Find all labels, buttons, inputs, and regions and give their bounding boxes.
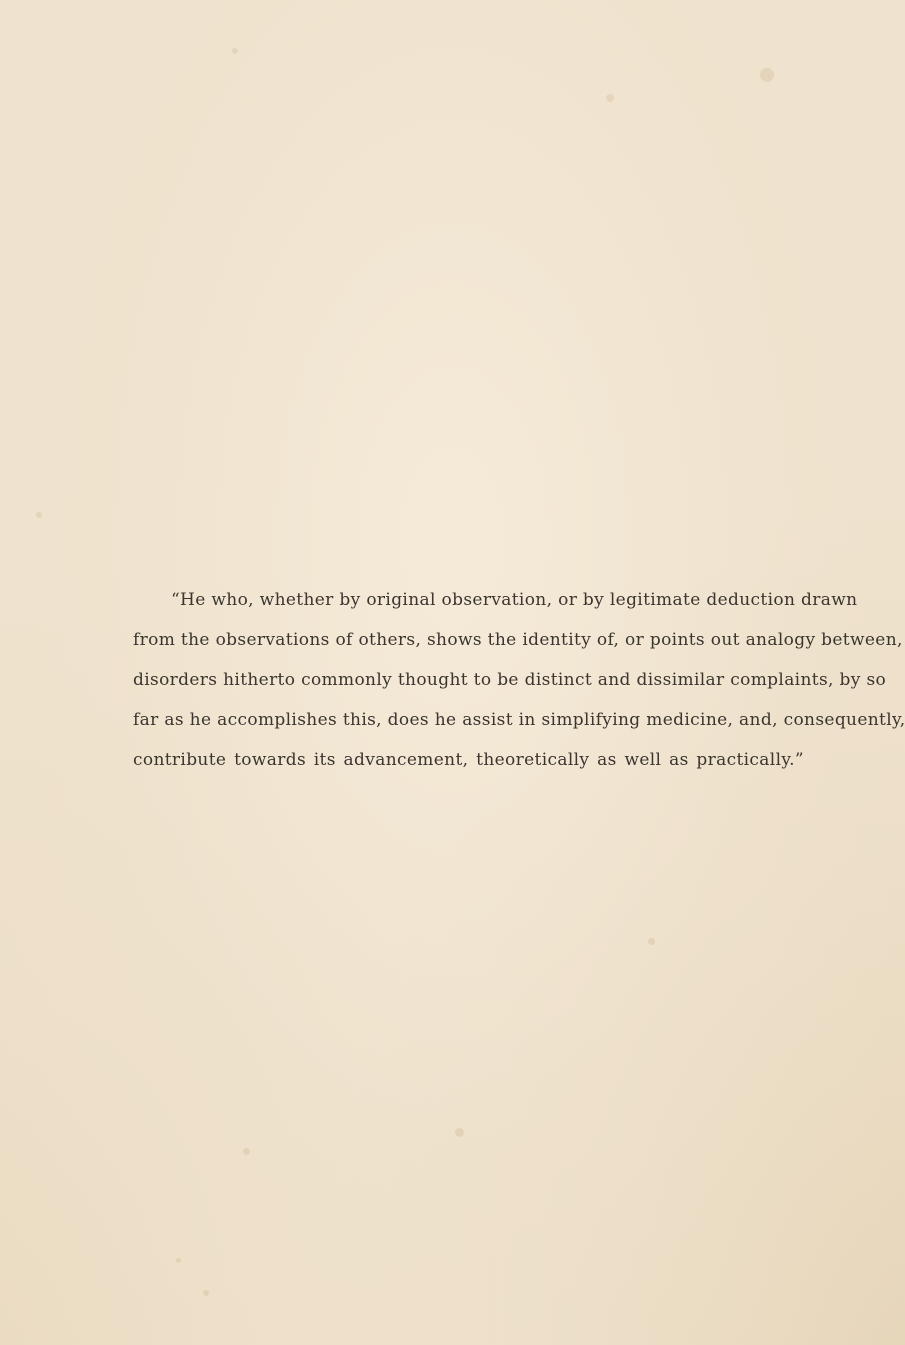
paper-stain — [176, 1258, 181, 1263]
paper-stain — [203, 1290, 209, 1296]
paper-stain — [243, 1148, 250, 1155]
quote-line: contribute towards its advancement, theoretically as well as practically.” — [133, 750, 804, 770]
quotation-paragraph — [133, 580, 905, 780]
quote-line: from the observations of others, shows the identity of, or points out analogy between, — [133, 630, 903, 650]
paper-stain — [232, 48, 238, 54]
paper-stain — [648, 938, 655, 945]
paper-stain — [455, 1128, 464, 1137]
paper-stain — [760, 68, 774, 82]
quote-line: “He who, whether by original observation, or by legitimate deduction drawn — [171, 590, 858, 610]
paper-stain — [606, 94, 614, 102]
paper-stain — [36, 512, 42, 518]
quote-line: far as he accomplishes this, does he assist in simplifying medicine, and, consequently, — [133, 710, 905, 730]
quote-line: disorders hitherto commonly thought to be distinct and dissimilar complaints, by so — [133, 670, 887, 690]
